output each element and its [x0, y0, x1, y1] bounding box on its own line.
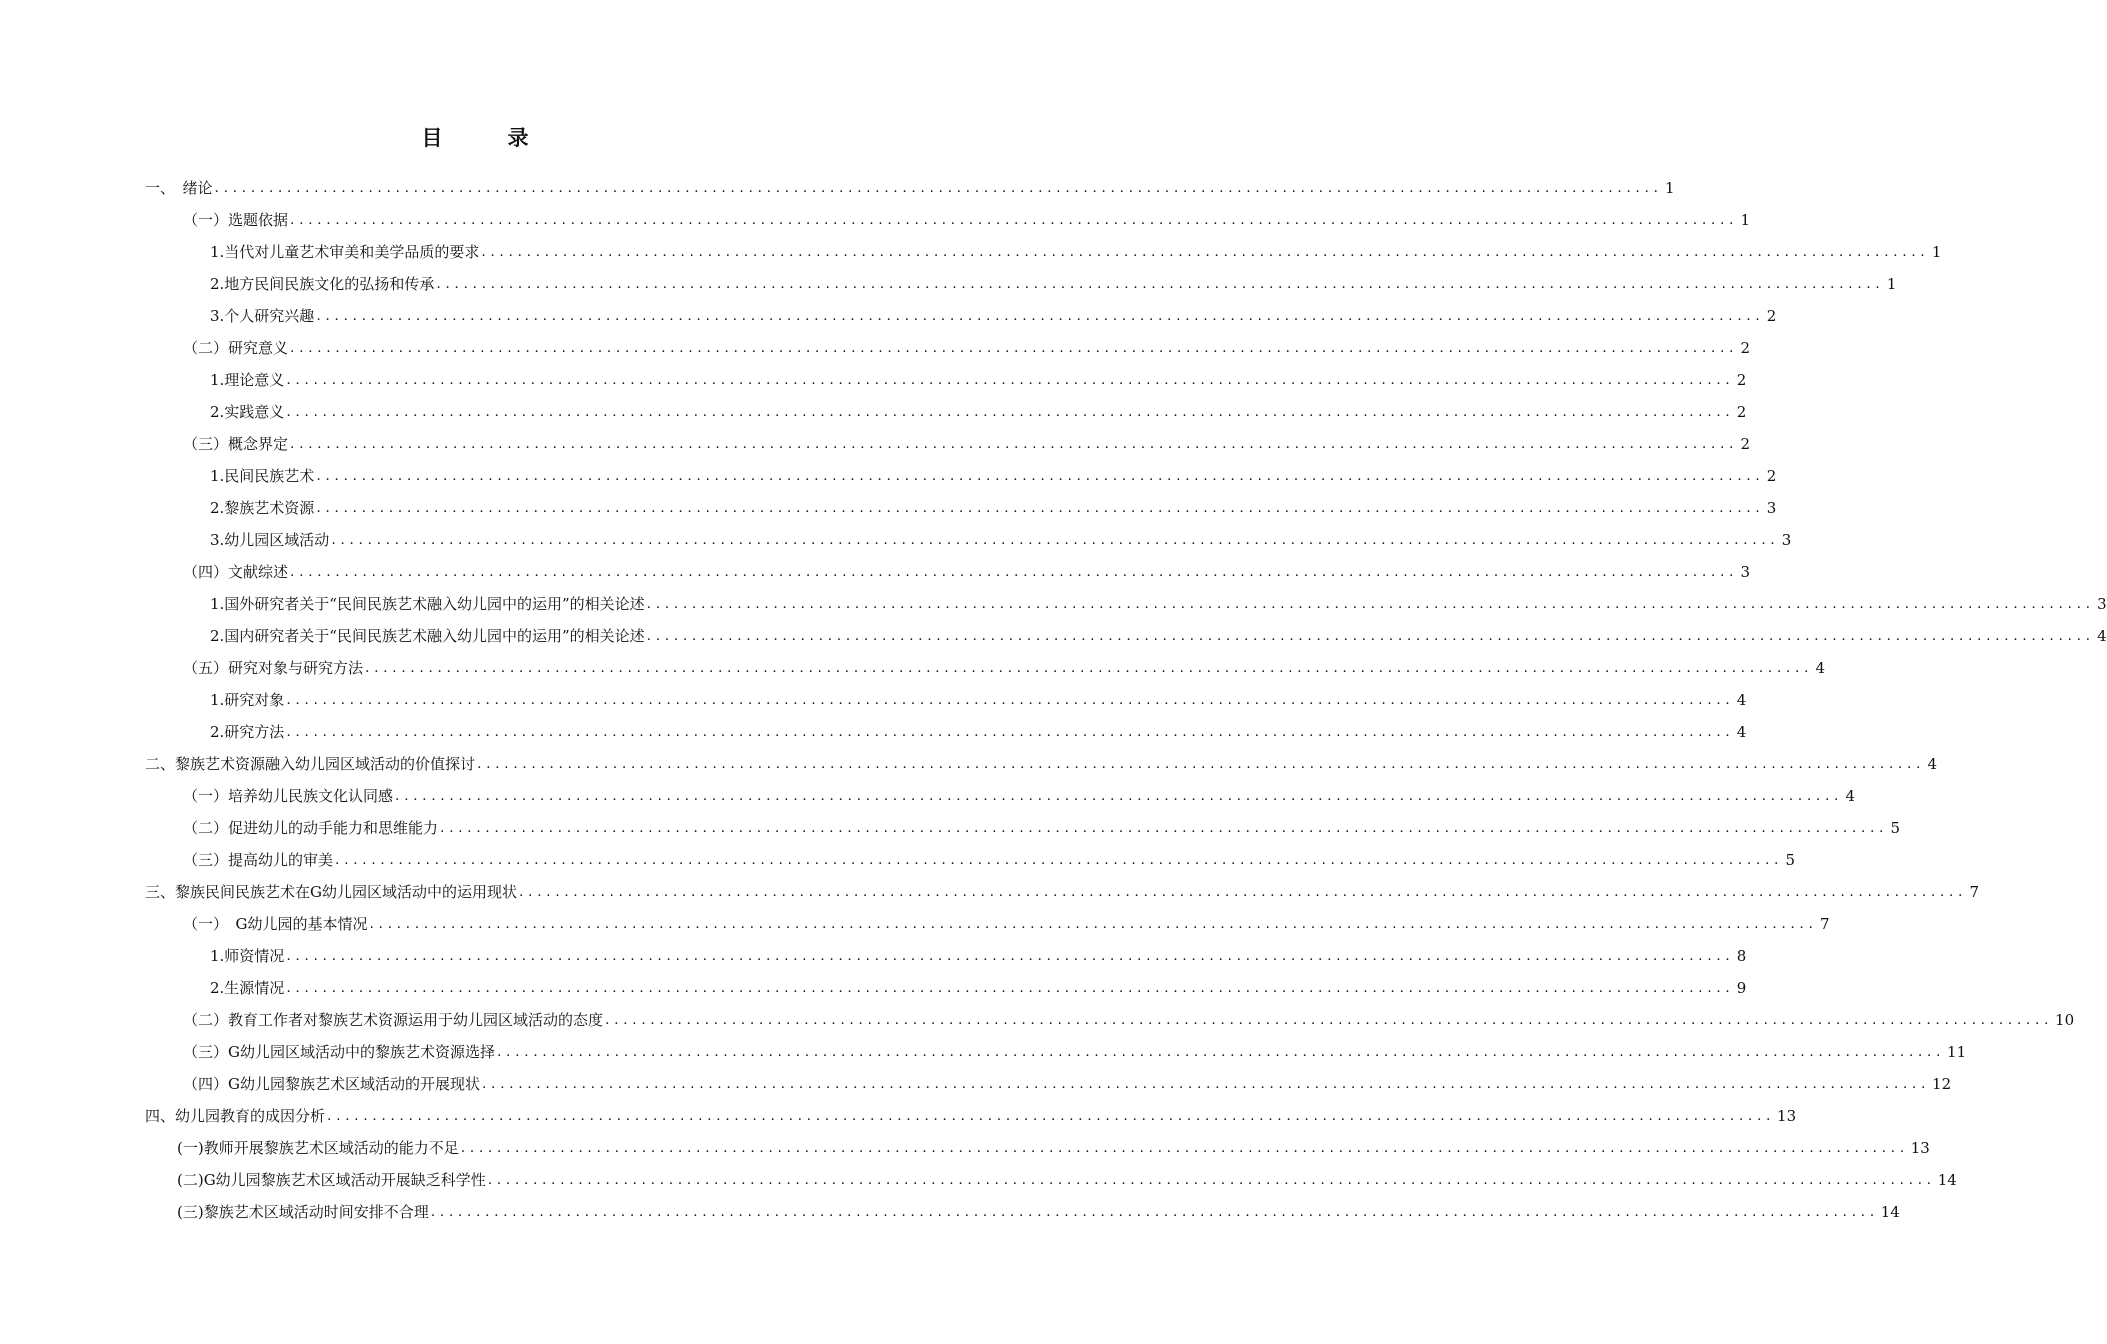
toc-leader-dots: ................................................................................................................................................................	[482, 1076, 1931, 1092]
toc-entry-text: （二）教育工作者对黎族艺术资源运用于幼儿园区域活动的态度	[183, 1011, 604, 1029]
toc-page-number: 5	[1890, 819, 1901, 837]
toc-leader-dots: ................................................................................................................................................................	[286, 948, 1735, 964]
toc-leader-dots: ................................................................................................................................................................	[286, 692, 1735, 708]
toc-page-number: 3	[1766, 499, 1777, 517]
toc-leader-dots: ................................................................................................................................................................	[460, 1140, 1909, 1156]
toc-page-number: 7	[1969, 883, 1980, 901]
toc-entry-text: 2.生源情况	[210, 979, 285, 997]
toc-leader-dots: ................................................................................................................................................................	[331, 532, 1780, 548]
toc-page-number: 2	[1736, 371, 1747, 389]
toc-leader-dots: ................................................................................................................................................................	[316, 500, 1765, 516]
toc-page-number: 2	[1740, 435, 1751, 453]
toc-leader-dots: ................................................................................................................................................................	[646, 596, 2095, 612]
toc-entry-text: 1.师资情况	[210, 947, 285, 965]
toc-entry-text: 3.幼儿园区域活动	[210, 531, 330, 549]
toc-leader-dots: ................................................................................................................................................................	[519, 884, 1968, 900]
toc-leader-dots: ................................................................................................................................................................	[365, 660, 1814, 676]
toc-page-number: 4	[2097, 627, 2107, 645]
toc-entry-chapter-3[interactable]	[0, 876, 1980, 908]
toc-entry[interactable]	[0, 1164, 1957, 1196]
toc-leader-dots: ................................................................................................................................................................	[286, 372, 1735, 388]
toc-entry[interactable]	[0, 1132, 1930, 1164]
toc-page-number: 4	[1845, 787, 1856, 805]
toc-page-number: 3	[1740, 563, 1751, 581]
toc-page-number: 14	[1937, 1171, 1957, 1189]
toc-entry[interactable]	[0, 1068, 1952, 1100]
toc-entry-text: (三)黎族艺术区域活动时间安排不合理	[177, 1203, 429, 1221]
toc-page-number: 4	[1927, 755, 1938, 773]
toc-entry-text: （一）选题依据	[183, 211, 289, 229]
toc-leader-dots: ................................................................................................................................................................	[286, 404, 1735, 420]
toc-leader-dots: ................................................................................................................................................................	[290, 212, 1739, 228]
toc-entry-text: 1.理论意义	[210, 371, 285, 389]
toc-page-number: 3	[1781, 531, 1792, 549]
table-of-contents	[0, 172, 2107, 1228]
toc-entry[interactable]	[0, 556, 1751, 588]
toc-entry[interactable]	[0, 972, 1747, 1004]
toc-entry-text: 2.实践意义	[210, 403, 285, 421]
toc-entry-text: （一）培养幼儿民族文化认同感	[183, 787, 394, 805]
toc-entry[interactable]	[0, 684, 1747, 716]
toc-entry-text: （三）提高幼儿的审美	[183, 851, 334, 869]
toc-page-number: 11	[1947, 1043, 1967, 1061]
toc-entry[interactable]	[0, 204, 1751, 236]
toc-entry[interactable]	[0, 300, 1777, 332]
toc-page-number: 4	[1736, 723, 1747, 741]
toc-entry-text: 2.研究方法	[210, 723, 285, 741]
toc-entry[interactable]	[0, 268, 1897, 300]
toc-leader-dots: ................................................................................................................................................................	[286, 980, 1735, 996]
toc-page-number: 4	[1736, 691, 1747, 709]
toc-entry-text: 一、 绪论	[145, 179, 213, 197]
toc-entry[interactable]	[0, 1196, 1900, 1228]
toc-leader-dots: ................................................................................................................................................................	[395, 788, 1844, 804]
toc-page-number: 2	[1766, 467, 1777, 485]
toc-leader-dots: ................................................................................................................................................................	[316, 468, 1765, 484]
toc-entry-text: （一） G幼儿园的基本情况	[183, 915, 368, 933]
toc-entry-text: （二）研究意义	[183, 339, 289, 357]
toc-page-number: 10	[2055, 1011, 2075, 1029]
toc-leader-dots: ................................................................................................................................................................	[290, 564, 1739, 580]
toc-entry[interactable]	[0, 652, 1826, 684]
toc-entry-text: (一)教师开展黎族艺术区域活动的能力不足	[177, 1139, 459, 1157]
toc-entry-text: （五）研究对象与研究方法	[183, 659, 364, 677]
toc-leader-dots: ................................................................................................................................................................	[327, 1108, 1776, 1124]
toc-entry[interactable]	[0, 588, 2107, 620]
toc-leader-dots: ................................................................................................................................................................	[335, 852, 1784, 868]
toc-leader-dots: ................................................................................................................................................................	[290, 436, 1739, 452]
toc-leader-dots: ................................................................................................................................................................	[487, 1172, 1936, 1188]
toc-entry[interactable]	[0, 428, 1751, 460]
toc-leader-dots: ................................................................................................................................................................	[286, 724, 1735, 740]
toc-page-number: 5	[1785, 851, 1796, 869]
toc-entry[interactable]	[0, 460, 1777, 492]
toc-leader-dots: ................................................................................................................................................................	[481, 244, 1930, 260]
toc-entry-text: （三）G幼儿园区域活动中的黎族艺术资源选择	[183, 1043, 495, 1061]
toc-page-number: 1	[1740, 211, 1751, 229]
toc-page-number: 1	[1931, 243, 1942, 261]
toc-entry-text: 1.民间民族艺术	[210, 467, 315, 485]
toc-entry[interactable]	[0, 812, 1901, 844]
toc-entry-text: 2.地方民间民族文化的弘扬和传承	[210, 275, 435, 293]
toc-leader-dots: ................................................................................................................................................................	[316, 308, 1765, 324]
toc-page-number: 2	[1736, 403, 1747, 421]
toc-entry[interactable]	[0, 236, 1942, 268]
page-title: 目 录	[421, 126, 551, 150]
toc-entry[interactable]	[0, 364, 1747, 396]
toc-page-number: 1	[1665, 179, 1675, 197]
toc-leader-dots: ................................................................................................................................................................	[440, 820, 1889, 836]
toc-leader-dots: ................................................................................................................................................................	[214, 180, 1663, 196]
toc-entry[interactable]	[0, 524, 1792, 556]
toc-entry-text: 2.国内研究者关于“民间民族艺术融入幼儿园中的运用”的相关论述	[210, 627, 645, 645]
toc-leader-dots: ................................................................................................................................................................	[497, 1044, 1946, 1060]
toc-page-number: 13	[1910, 1139, 1930, 1157]
toc-entry-text: 1.研究对象	[210, 691, 285, 709]
toc-entry[interactable]	[0, 396, 1747, 428]
toc-entry[interactable]	[0, 716, 1747, 748]
toc-entry-introduction[interactable]	[0, 172, 1675, 204]
toc-entry-text: 三、黎族民间民族艺术在G幼儿园区域活动中的运用现状	[145, 883, 517, 901]
toc-leader-dots: ................................................................................................................................................................	[605, 1012, 2054, 1028]
toc-entry-text: (二)G幼儿园黎族艺术区域活动开展缺乏科学性	[177, 1171, 486, 1189]
toc-leader-dots: ................................................................................................................................................................	[290, 340, 1739, 356]
toc-entry[interactable]	[0, 844, 1796, 876]
toc-entry-text: （四）G幼儿园黎族艺术区域活动的开展现状	[183, 1075, 480, 1093]
toc-entry-text: （四）文献综述	[183, 563, 289, 581]
toc-entry-text: （二）促进幼儿的动手能力和思维能力	[183, 819, 439, 837]
toc-entry[interactable]	[0, 1004, 2075, 1036]
toc-entry[interactable]	[0, 1036, 1967, 1068]
toc-entry-text: （三）概念界定	[183, 435, 289, 453]
toc-entry[interactable]	[0, 332, 1751, 364]
toc-entry[interactable]	[0, 780, 1856, 812]
toc-entry-chapter-2[interactable]	[0, 748, 1938, 780]
toc-entry[interactable]	[0, 908, 1830, 940]
toc-page-number: 2	[1766, 307, 1777, 325]
toc-page-number: 4	[1815, 659, 1826, 677]
toc-leader-dots: ................................................................................................................................................................	[477, 756, 1926, 772]
toc-leader-dots: ................................................................................................................................................................	[646, 628, 2095, 644]
toc-leader-dots: ................................................................................................................................................................	[430, 1204, 1879, 1220]
toc-entry[interactable]	[0, 940, 1747, 972]
toc-page-number: 13	[1777, 1107, 1797, 1125]
toc-page-number: 7	[1819, 915, 1830, 933]
toc-leader-dots: ................................................................................................................................................................	[436, 276, 1885, 292]
toc-page-number: 3	[2097, 595, 2107, 613]
toc-page-number: 12	[1932, 1075, 1952, 1093]
toc-entry-text: 2.黎族艺术资源	[210, 499, 315, 517]
toc-entry-text: 1.国外研究者关于“民间民族艺术融入幼儿园中的运用”的相关论述	[210, 595, 645, 613]
toc-entry-text: 3.个人研究兴趣	[210, 307, 315, 325]
toc-page-number: 9	[1736, 979, 1747, 997]
toc-entry-text: 二、黎族艺术资源融入幼儿园区域活动的价值探讨	[145, 755, 476, 773]
toc-page-number: 8	[1736, 947, 1747, 965]
toc-entry-chapter-4[interactable]	[0, 1100, 1797, 1132]
toc-page-number: 2	[1740, 339, 1751, 357]
toc-page-number: 14	[1880, 1203, 1900, 1221]
toc-page-number: 1	[1886, 275, 1897, 293]
toc-entry-text: 1.当代对儿童艺术审美和美学品质的要求	[210, 243, 480, 261]
toc-entry[interactable]	[0, 492, 1777, 524]
toc-entry-text: 四、幼儿园教育的成因分析	[145, 1107, 326, 1125]
toc-entry[interactable]	[0, 620, 2107, 652]
toc-leader-dots: ................................................................................................................................................................	[369, 916, 1818, 932]
